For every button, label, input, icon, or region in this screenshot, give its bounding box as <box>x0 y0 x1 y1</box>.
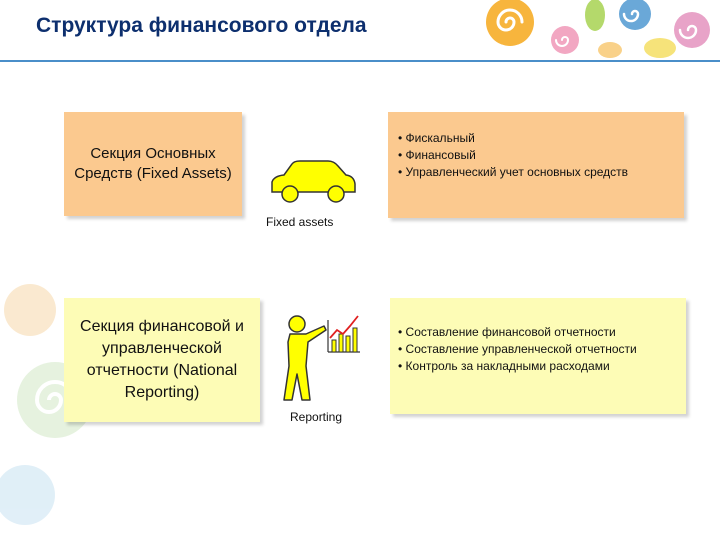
reporting-section-box <box>64 298 260 422</box>
decorative-swirls-icon <box>470 0 720 62</box>
reporting-section-label: Секция финансовой и управленческой отчетности (National Reporting) <box>80 318 244 401</box>
list-item: • Составление финансовой отчетности <box>398 324 678 341</box>
fixed-assets-bullets-box <box>388 112 684 218</box>
list-item: • Финансовый <box>398 147 674 164</box>
presenter-chart-icon <box>280 312 362 404</box>
reporting-caption: Reporting <box>290 410 343 424</box>
reporting-bullet-list <box>398 324 678 375</box>
reporting-bullets-box <box>390 298 686 414</box>
list-item: • Составление управленческой отчетности <box>398 341 678 358</box>
fixed-assets-section-label: Секция Основных Средств (Fixed Assets) <box>74 145 232 182</box>
car-icon <box>268 156 358 204</box>
fixed-assets-section-box <box>64 112 242 216</box>
fixed-assets-caption: Fixed assets <box>266 215 334 229</box>
page-title: Структура финансового отдела <box>36 14 367 37</box>
list-item: • Управленческий учет основных средств <box>398 164 674 181</box>
fixed-assets-bullet-list <box>398 130 674 181</box>
list-item: • Контроль за накладными расходами <box>398 358 678 375</box>
list-item: • Фискальный <box>398 130 674 147</box>
